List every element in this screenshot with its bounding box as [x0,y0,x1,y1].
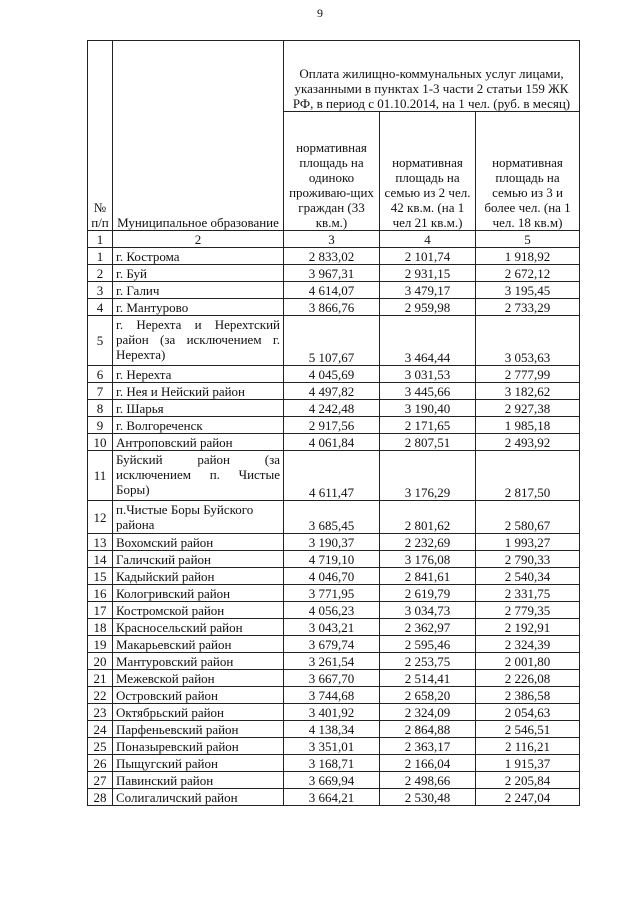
row-number-cell: 27 [88,772,113,789]
municipality-cell: Поназыревский район [113,738,284,755]
table-row [88,366,580,383]
three-person-rate-cell: 3 053,63 [476,316,580,366]
three-person-rate-cell: 2 790,33 [476,551,580,568]
two-person-rate-cell: 2 841,61 [380,568,476,585]
single-rate-cell: 4 061,84 [284,434,380,451]
municipality-cell: Солигаличский район [113,789,284,806]
two-person-rate-cell: 2 101,74 [380,248,476,265]
row-number-cell: 18 [88,619,113,636]
single-rate-cell: 3 401,92 [284,704,380,721]
two-person-rate-cell: 2 232,69 [380,534,476,551]
three-person-rate-cell: 2 777,99 [476,366,580,383]
row-number-cell: 8 [88,400,113,417]
three-person-rate-cell: 3 182,62 [476,383,580,400]
single-rate-cell: 3 667,70 [284,670,380,687]
municipality-cell: Макарьевский район [113,636,284,653]
municipality-cell: г. Шарья [113,400,284,417]
table-row [88,687,580,704]
table-row [88,417,580,434]
row-number-cell: 1 [88,248,113,265]
single-rate-cell: 3 967,31 [284,265,380,282]
municipality-cell: г. Буй [113,265,284,282]
two-person-rate-cell: 3 176,29 [380,451,476,501]
single-rate-cell: 4 056,23 [284,602,380,619]
table-row [88,755,580,772]
three-person-rate-cell: 2 192,91 [476,619,580,636]
column-index-row [88,231,580,248]
two-person-rate-cell: 2 658,20 [380,687,476,704]
table-row [88,551,580,568]
table-row [88,585,580,602]
row-number-cell: 10 [88,434,113,451]
three-person-rate-cell: 2 386,58 [476,687,580,704]
municipality-cell: г. Волгореченск [113,417,284,434]
row-number-cell: 12 [88,501,113,534]
row-number-cell: 7 [88,383,113,400]
municipality-cell: Мантуровский район [113,653,284,670]
table-row [88,704,580,721]
two-person-rate-cell: 2 619,79 [380,585,476,602]
table-row [88,636,580,653]
municipality-cell: Павинский район [113,772,284,789]
two-person-rate-cell: 2 807,51 [380,434,476,451]
single-rate-cell: 5 107,67 [284,316,380,366]
two-person-rate-cell: 2 864,88 [380,721,476,738]
table-row [88,653,580,670]
single-rate-cell: 3 866,76 [284,299,380,316]
single-rate-cell: 3 685,45 [284,501,380,534]
three-person-rate-cell: 2 493,92 [476,434,580,451]
municipality-cell: Парфеньевский район [113,721,284,738]
single-rate-cell: 4 046,70 [284,568,380,585]
single-rate-cell: 3 190,37 [284,534,380,551]
row-number-cell: 9 [88,417,113,434]
table-row [88,721,580,738]
single-rate-cell: 3 043,21 [284,619,380,636]
three-person-rate-cell: 1 993,27 [476,534,580,551]
municipality-cell: г. Галич [113,282,284,299]
municipality-cell: Пыщугский район [113,755,284,772]
three-person-rate-cell: 2 927,38 [476,400,580,417]
municipality-cell: г. Нерехта и Нерехтский район (за исключением г. Нерехта) [113,316,284,366]
single-rate-cell: 4 614,07 [284,282,380,299]
table-row [88,265,580,282]
table-row [88,772,580,789]
index-cell: 3 [284,231,380,248]
table-row [88,619,580,636]
municipality-cell: г. Нея и Нейский район [113,383,284,400]
single-rate-cell: 3 669,94 [284,772,380,789]
two-person-rate-cell: 3 034,73 [380,602,476,619]
municipality-cell: Кологривский район [113,585,284,602]
single-rate-cell: 3 664,21 [284,789,380,806]
row-number-cell: 19 [88,636,113,653]
three-person-rate-cell: 2 205,84 [476,772,580,789]
municipality-cell: Красносельский район [113,619,284,636]
column-header-number: № п/п [88,41,113,231]
single-rate-cell: 3 351,01 [284,738,380,755]
table-row [88,316,580,366]
single-rate-cell: 4 242,48 [284,400,380,417]
two-person-rate-cell: 2 166,04 [380,755,476,772]
table-row [88,789,580,806]
column-group-header: Оплата жилищно-коммунальных услуг лицами, указанными в пунктах 1-3 части 2 статьи 159 ЖК РФ, в период с 01.10.2014, на 1 чел. (руб. в месяц) [284,41,580,112]
column-header-municipality: Муниципальное образование [113,41,284,231]
table-row [88,248,580,265]
three-person-rate-cell: 2 247,04 [476,789,580,806]
table-row [88,383,580,400]
three-person-rate-cell: 2 817,50 [476,451,580,501]
table-row [88,434,580,451]
three-person-rate-cell: 2 226,08 [476,670,580,687]
table-row [88,501,580,534]
row-number-cell: 14 [88,551,113,568]
municipality-cell: Буйский район (за исключением п. Чистые Боры) [113,451,284,501]
two-person-rate-cell: 3 445,66 [380,383,476,400]
two-person-rate-cell: 3 031,53 [380,366,476,383]
two-person-rate-cell: 3 176,08 [380,551,476,568]
row-number-cell: 25 [88,738,113,755]
single-rate-cell: 4 719,10 [284,551,380,568]
three-person-rate-cell: 2 733,29 [476,299,580,316]
two-person-rate-cell: 2 171,65 [380,417,476,434]
single-rate-cell: 3 261,54 [284,653,380,670]
three-person-rate-cell: 1 985,18 [476,417,580,434]
three-person-rate-cell: 2 672,12 [476,265,580,282]
municipality-cell: п.Чистые Боры Буйского района [113,501,284,534]
municipality-cell: г. Мантурово [113,299,284,316]
single-rate-cell: 2 917,56 [284,417,380,434]
table-row [88,282,580,299]
single-rate-cell: 2 833,02 [284,248,380,265]
table-row [88,602,580,619]
table-row [88,299,580,316]
index-cell: 4 [380,231,476,248]
municipality-cell: Кадыйский район [113,568,284,585]
two-person-rate-cell: 2 363,17 [380,738,476,755]
municipality-cell: Межевской район [113,670,284,687]
three-person-rate-cell: 2 001,80 [476,653,580,670]
row-number-cell: 5 [88,316,113,366]
municipality-cell: Галичский район [113,551,284,568]
two-person-rate-cell: 3 464,44 [380,316,476,366]
single-rate-cell: 3 168,71 [284,755,380,772]
two-person-rate-cell: 3 479,17 [380,282,476,299]
two-person-rate-cell: 2 595,46 [380,636,476,653]
single-rate-cell: 4 497,82 [284,383,380,400]
three-person-rate-cell: 2 580,67 [476,501,580,534]
single-rate-cell: 3 679,74 [284,636,380,653]
column-header-two-person: нормативная площадь на семью из 2 чел. 42 кв.м. (на 1 чел 21 кв.м.) [380,112,476,231]
two-person-rate-cell: 3 190,40 [380,400,476,417]
single-rate-cell: 4 138,34 [284,721,380,738]
municipality-cell: Октябрьский район [113,704,284,721]
two-person-rate-cell: 2 362,97 [380,619,476,636]
row-number-cell: 6 [88,366,113,383]
municipality-cell: г. Кострома [113,248,284,265]
single-rate-cell: 3 771,95 [284,585,380,602]
row-number-cell: 28 [88,789,113,806]
column-header-single: нормативная площадь на одиноко проживаю-щих граждан (33 кв.м.) [284,112,380,231]
table-row [88,568,580,585]
three-person-rate-cell: 3 195,45 [476,282,580,299]
three-person-rate-cell: 1 915,37 [476,755,580,772]
table-row [88,670,580,687]
row-number-cell: 13 [88,534,113,551]
three-person-rate-cell: 2 331,75 [476,585,580,602]
municipality-cell: Вохомский район [113,534,284,551]
index-cell: 1 [88,231,113,248]
row-number-cell: 23 [88,704,113,721]
three-person-rate-cell: 2 116,21 [476,738,580,755]
row-number-cell: 20 [88,653,113,670]
row-number-cell: 16 [88,585,113,602]
table-row [88,738,580,755]
index-cell: 2 [113,231,284,248]
row-number-cell: 15 [88,568,113,585]
two-person-rate-cell: 2 959,98 [380,299,476,316]
three-person-rate-cell: 2 779,35 [476,602,580,619]
row-number-cell: 3 [88,282,113,299]
payment-table [87,40,580,806]
row-number-cell: 26 [88,755,113,772]
three-person-rate-cell: 2 324,39 [476,636,580,653]
row-number-cell: 2 [88,265,113,282]
row-number-cell: 21 [88,670,113,687]
single-rate-cell: 4 611,47 [284,451,380,501]
municipality-cell: Костромской район [113,602,284,619]
municipality-cell: г. Нерехта [113,366,284,383]
page-number: 9 [317,6,323,20]
table-row [88,534,580,551]
row-number-cell: 22 [88,687,113,704]
three-person-rate-cell: 1 918,92 [476,248,580,265]
municipality-cell: Островский район [113,687,284,704]
row-number-cell: 11 [88,451,113,501]
table-row [88,400,580,417]
two-person-rate-cell: 2 514,41 [380,670,476,687]
row-number-cell: 24 [88,721,113,738]
table-row [88,451,580,501]
three-person-rate-cell: 2 540,34 [476,568,580,585]
single-rate-cell: 3 744,68 [284,687,380,704]
row-number-cell: 17 [88,602,113,619]
two-person-rate-cell: 2 801,62 [380,501,476,534]
column-header-three-person: нормативная площадь на семью из 3 и более чел. (на 1 чел. 18 кв.м) [476,112,580,231]
three-person-rate-cell: 2 054,63 [476,704,580,721]
two-person-rate-cell: 2 931,15 [380,265,476,282]
three-person-rate-cell: 2 546,51 [476,721,580,738]
two-person-rate-cell: 2 253,75 [380,653,476,670]
row-number-cell: 4 [88,299,113,316]
single-rate-cell: 4 045,69 [284,366,380,383]
municipality-cell: Антроповский район [113,434,284,451]
two-person-rate-cell: 2 530,48 [380,789,476,806]
two-person-rate-cell: 2 498,66 [380,772,476,789]
two-person-rate-cell: 2 324,09 [380,704,476,721]
index-cell: 5 [476,231,580,248]
